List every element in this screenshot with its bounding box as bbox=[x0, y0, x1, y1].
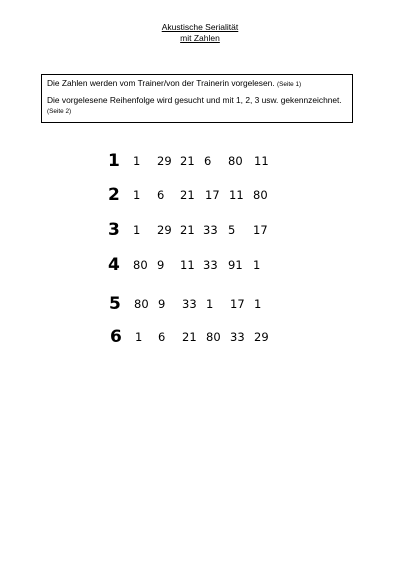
instruction-text-1: Die Zahlen werden vom Trainer/von der Trainerin vorgelesen. bbox=[47, 78, 277, 88]
sequence-value: 80 bbox=[253, 188, 268, 202]
sequence-value: 21 bbox=[180, 154, 195, 168]
sequence-value: 33 bbox=[182, 297, 197, 311]
sequence-row-5 bbox=[0, 294, 400, 316]
sequence-number: 4 bbox=[108, 255, 120, 275]
sequence-value: 33 bbox=[203, 258, 218, 272]
sequence-number: 3 bbox=[108, 220, 120, 240]
sequence-value: 1 bbox=[253, 258, 261, 272]
sequence-value: 29 bbox=[157, 154, 172, 168]
sequence-value: 1 bbox=[135, 330, 143, 344]
sequence-value: 17 bbox=[230, 297, 245, 311]
sequence-number: 1 bbox=[108, 151, 120, 171]
sequence-value: 1 bbox=[206, 297, 214, 311]
sequence-value: 1 bbox=[133, 188, 141, 202]
sequence-value: 11 bbox=[229, 188, 244, 202]
worksheet-title bbox=[0, 22, 400, 44]
page-reference-1: (Seite 1) bbox=[276, 81, 302, 88]
sequence-value: 80 bbox=[228, 154, 243, 168]
sequence-value: 21 bbox=[180, 223, 195, 237]
sequence-value: 1 bbox=[133, 223, 141, 237]
sequence-row-3 bbox=[0, 220, 400, 242]
sequence-row-6 bbox=[0, 327, 400, 349]
sequence-number: 5 bbox=[109, 294, 121, 314]
instruction-line-1 bbox=[47, 78, 347, 91]
sequence-value: 33 bbox=[230, 330, 245, 344]
sequence-row-4 bbox=[0, 255, 400, 277]
sequence-value: 80 bbox=[134, 297, 149, 311]
sequence-value: 80 bbox=[133, 258, 148, 272]
sequence-value: 1 bbox=[133, 154, 141, 168]
sequence-row-1 bbox=[0, 151, 400, 173]
instruction-box bbox=[41, 74, 353, 123]
sequence-value: 11 bbox=[254, 154, 269, 168]
title-line-2: mit Zahlen bbox=[180, 33, 220, 43]
sequence-value: 21 bbox=[182, 330, 197, 344]
sequence-value: 9 bbox=[157, 258, 165, 272]
sequence-number: 6 bbox=[110, 327, 122, 347]
sequence-value: 6 bbox=[158, 330, 166, 344]
sequence-value: 91 bbox=[228, 258, 243, 272]
sequence-value: 80 bbox=[206, 330, 221, 344]
sequence-value: 17 bbox=[253, 223, 268, 237]
page-reference-2: (Seite 2) bbox=[47, 108, 72, 115]
sequence-value: 29 bbox=[157, 223, 172, 237]
sequence-number: 2 bbox=[108, 185, 120, 205]
sequence-value: 6 bbox=[157, 188, 165, 202]
sequence-value: 6 bbox=[204, 154, 212, 168]
sequence-value: 29 bbox=[254, 330, 269, 344]
sequence-value: 1 bbox=[254, 297, 262, 311]
instruction-line-2 bbox=[47, 95, 347, 118]
sequence-value: 17 bbox=[205, 188, 220, 202]
sequence-value: 21 bbox=[180, 188, 195, 202]
sequence-value: 5 bbox=[228, 223, 236, 237]
sequence-value: 9 bbox=[158, 297, 166, 311]
title-line-1: Akustische Serialität bbox=[161, 22, 239, 32]
instruction-text-2: Die vorgelesene Reihenfolge wird gesucht und mit 1, 2, 3 usw. gekennzeichnet. bbox=[47, 94, 342, 105]
sequence-row-2 bbox=[0, 185, 400, 207]
sequence-value: 33 bbox=[203, 223, 218, 237]
sequence-value: 11 bbox=[180, 258, 195, 272]
